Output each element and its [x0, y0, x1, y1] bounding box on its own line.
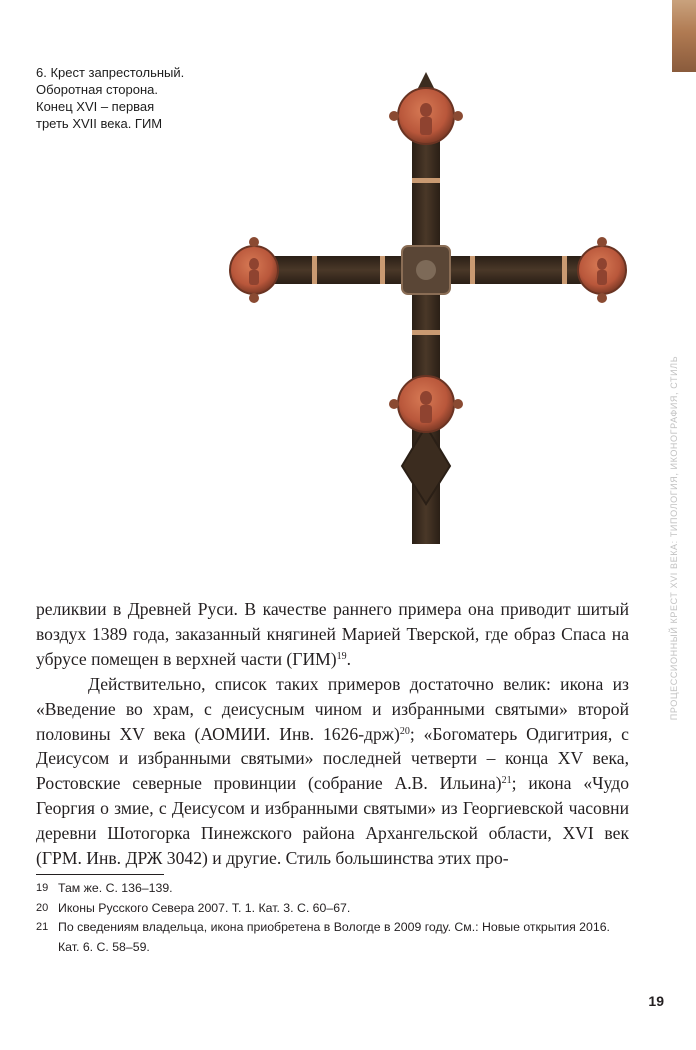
paragraph-1-text: реликвии в Древней Руси. В качестве раннего примера она приводит шитый воздух 1389 года, заказанный княгиней Марией Тверской, где образ Спаса на убрусе помещен в верхней части (ГИМ)	[36, 599, 629, 669]
paragraph-2-text-3: ; икона «Чудо Георгия о змие, с Деисусом и избранными святыми» из Георгиевской часовни деревни Шотогорка Пинежского района Архангельской области, XVI век (ГРМ. Инв. ДРЖ 3042) и другие. Стиль большинства этих про-	[36, 773, 629, 869]
footnote-text: Иконы Русского Севера 2007. Т. 1. Кат. 3. С. 60–67.	[58, 900, 351, 915]
paragraph-1: реликвии в Древней Руси. В качестве раннего примера она приводит шитый воздух 1389 года, заказанный княгиней Марией Тверской, где образ Спаса на убрусе помещен в верхней части (ГИМ)$^{19}$.	[36, 599, 629, 669]
footnote-20	[36, 899, 634, 919]
caption-line: треть XVII века. ГИМ	[36, 116, 163, 131]
altar-cross-photo	[222, 66, 634, 548]
caption-line: Конец XVI – первая	[36, 99, 155, 114]
top-medallion	[389, 88, 463, 144]
paragraph-2	[36, 672, 629, 871]
footnote-19	[36, 879, 634, 899]
right-medallion	[578, 237, 626, 303]
footnote-number: 21	[36, 921, 49, 933]
footnote-ref-19[interactable]: 19	[336, 650, 347, 662]
footnote-divider	[36, 874, 164, 875]
footnote-text: По сведениям владельца, икона приобретена в Вологде в 2009 году. См.: Новые открытия 2016. Кат. 6. С. 58–59.	[58, 920, 610, 954]
footnotes	[36, 879, 634, 957]
running-head	[664, 348, 684, 728]
running-head-text: ПРОЦЕССИОННЫЙ КРЕСТ XVI ВЕКА: ТИПОЛОГИЯ, ИКОНОГРАФИЯ, СТИЛЬ	[669, 355, 679, 721]
footnote-ref-20[interactable]: 20	[399, 725, 410, 737]
adjacent-photo-edge	[672, 0, 696, 72]
footnote-text: Там же. С. 136–139.	[58, 881, 173, 895]
figure-caption	[36, 64, 226, 132]
lower-diamond	[402, 426, 450, 504]
footnote-ref-21[interactable]: 21	[501, 775, 512, 787]
footnote-number: 20	[36, 901, 49, 914]
main-text	[36, 597, 629, 871]
paragraph-2-text-2: ; «Богоматерь Одигитрия, с Деисусом и избранными святыми» последней четверти – конца XV века, Ростовские северные провинции (собрание А.В. Ильина)	[36, 723, 629, 794]
left-medallion	[230, 237, 278, 303]
caption-line: 6. Крест запрестольный.	[36, 65, 185, 80]
footnote-21	[36, 918, 634, 957]
bottom-medallion	[389, 376, 463, 432]
caption-line: Оборотная сторона.	[36, 82, 158, 97]
paragraph-2-text-1: Действительно, список таких примеров достаточно велик: икона из «Введение во храм, с деисусным чином и избранными святыми» второй половины XV века (АОМИИ. Инв. 1626-држ)	[36, 673, 629, 744]
page-number: 19	[648, 993, 664, 1009]
footnote-number: 19	[36, 882, 49, 894]
